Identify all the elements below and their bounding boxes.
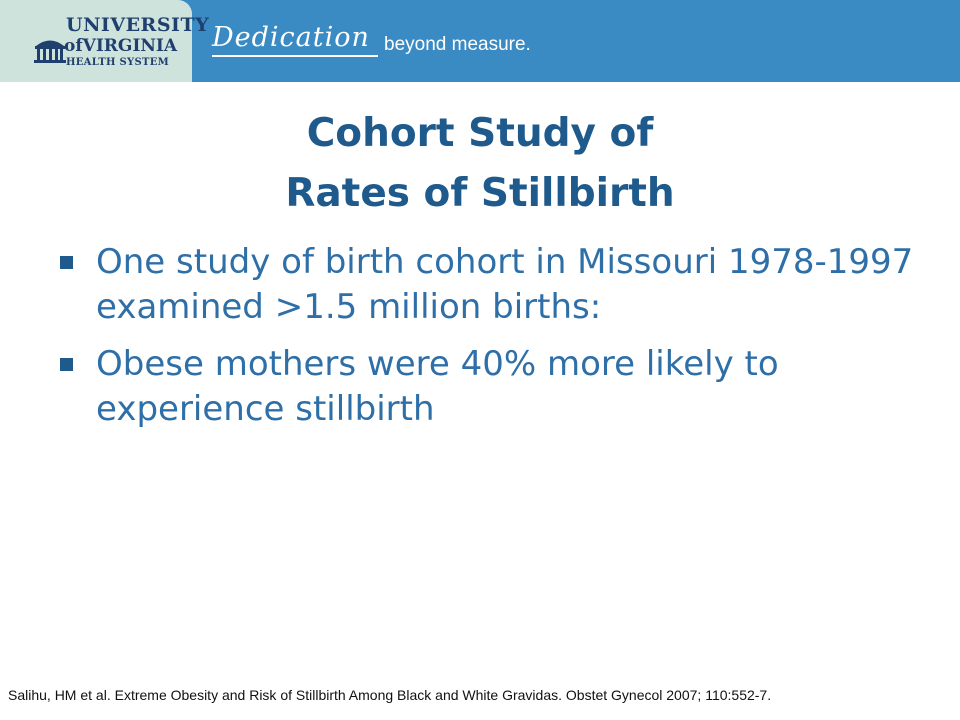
bullet-item: [58, 240, 918, 330]
tagline-underline: [212, 55, 378, 57]
citation-footnote: Salihu, HM et al. Extreme Obesity and Risk of Stillbirth Among Black and White Gravidas. Obstet Gynecol 2007; 110:552-7.: [8, 687, 772, 703]
tagline-beyond-measure: beyond measure.: [384, 34, 531, 55]
bullet-item: [58, 342, 918, 432]
bullet-text: One study of birth cohort in Missouri 1978-1997 examined >1.5 million births:: [96, 242, 914, 327]
logo-university-text: UNIVERSITY: [66, 14, 210, 36]
logo-health-system-text: HEALTH SYSTEM: [66, 57, 170, 68]
square-bullet-icon: [60, 358, 73, 371]
logo-of-text: of: [64, 36, 83, 56]
tagline-dedication: Dedication: [212, 22, 370, 53]
bullet-text: Obese mothers were 40% more likely to experience stillbirth: [96, 344, 779, 429]
slide-title-line-2: Rates of Stillbirth: [285, 171, 675, 216]
uva-health-logo[interactable]: [0, 0, 210, 82]
bullet-list: [58, 240, 918, 444]
header-banner: [0, 0, 960, 82]
logo-virginia-word: VIRGINIA: [82, 36, 178, 56]
slide-title: [0, 104, 960, 224]
logo-virginia-text: [64, 36, 177, 56]
square-bullet-icon: [60, 256, 73, 269]
slide-title-line-1: Cohort Study of: [306, 111, 654, 156]
rotunda-icon: [33, 34, 67, 64]
